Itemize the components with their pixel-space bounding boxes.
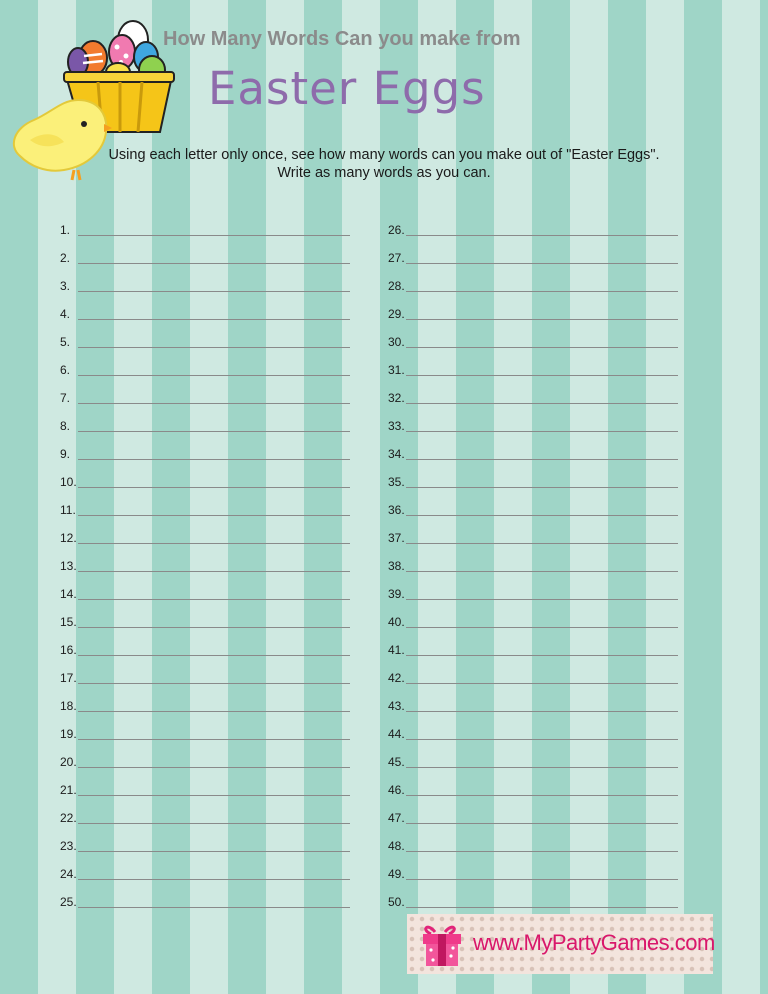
answer-line[interactable] [60, 264, 350, 292]
answer-line[interactable] [388, 488, 678, 516]
answer-line-number: 2. [60, 251, 71, 265]
answer-line[interactable] [60, 740, 350, 768]
answer-line[interactable] [60, 404, 350, 432]
answer-line-number: 41. [388, 643, 405, 657]
answer-line-number: 12. [60, 531, 77, 545]
answer-line[interactable] [60, 768, 350, 796]
answer-line[interactable] [388, 572, 678, 600]
answer-line-number: 23. [60, 839, 77, 853]
answer-line[interactable] [388, 768, 678, 796]
answer-line[interactable] [60, 544, 350, 572]
answer-line[interactable] [60, 320, 350, 348]
answer-line[interactable] [60, 880, 350, 908]
answer-line[interactable] [60, 572, 350, 600]
answer-line-number: 30. [388, 335, 405, 349]
answer-line[interactable] [60, 376, 350, 404]
answer-line-number: 16. [60, 643, 77, 657]
answer-line-number: 50. [388, 895, 405, 909]
answer-column-right [388, 208, 678, 908]
answer-line[interactable] [60, 236, 350, 264]
answer-line-number: 15. [60, 615, 77, 629]
answer-line-number: 14. [60, 587, 77, 601]
answer-line[interactable] [388, 264, 678, 292]
answer-line-number: 24. [60, 867, 77, 881]
answer-line[interactable] [388, 348, 678, 376]
answer-line[interactable] [388, 628, 678, 656]
answer-line-number: 19. [60, 727, 77, 741]
answer-line[interactable] [388, 404, 678, 432]
answer-line-number: 35. [388, 475, 405, 489]
answer-line-number: 33. [388, 419, 405, 433]
answer-line-number: 1. [60, 223, 71, 237]
answer-line-number: 40. [388, 615, 405, 629]
answer-line-number: 28. [388, 279, 405, 293]
answer-line-number: 11. [60, 503, 76, 517]
answer-line-number: 18. [60, 699, 77, 713]
answer-line-number: 37. [388, 531, 405, 545]
answer-line[interactable] [388, 292, 678, 320]
answer-line-rule[interactable] [78, 907, 350, 908]
answer-line[interactable] [388, 684, 678, 712]
answer-line-number: 45. [388, 755, 405, 769]
answer-line-number: 20. [60, 755, 77, 769]
answer-line-number: 44. [388, 727, 405, 741]
answer-line[interactable] [60, 292, 350, 320]
answer-line[interactable] [60, 824, 350, 852]
answer-line-number: 48. [388, 839, 405, 853]
answer-line[interactable] [60, 600, 350, 628]
answer-line[interactable] [60, 684, 350, 712]
answer-line-number: 34. [388, 447, 405, 461]
answer-line[interactable] [60, 460, 350, 488]
answer-line-number: 27. [388, 251, 405, 265]
answer-line[interactable] [388, 432, 678, 460]
answer-line-number: 43. [388, 699, 405, 713]
answer-line[interactable] [388, 320, 678, 348]
answer-line[interactable] [60, 208, 350, 236]
answer-line[interactable] [60, 656, 350, 684]
answer-line-number: 8. [60, 419, 71, 433]
answer-line[interactable] [388, 516, 678, 544]
gift-box-icon [417, 920, 467, 970]
answer-line-number: 10. [60, 475, 77, 489]
answer-line[interactable] [60, 796, 350, 824]
answer-line-number: 3. [60, 279, 71, 293]
answer-line[interactable] [388, 712, 678, 740]
answer-line[interactable] [388, 796, 678, 824]
answer-line-number: 21. [60, 783, 77, 797]
website-link[interactable]: www.MyPartyGames.com [473, 930, 715, 955]
answer-line[interactable] [60, 712, 350, 740]
answer-line-number: 38. [388, 559, 405, 573]
answer-line[interactable] [60, 628, 350, 656]
answer-line-number: 36. [388, 503, 405, 517]
answer-line-number: 47. [388, 811, 405, 825]
answer-line-number: 4. [60, 307, 71, 321]
answer-line-number: 42. [388, 671, 405, 685]
chick-icon [14, 100, 106, 171]
answer-line[interactable] [60, 852, 350, 880]
answer-line[interactable] [388, 460, 678, 488]
answer-column-left [60, 208, 350, 908]
answer-line[interactable] [388, 656, 678, 684]
answer-line[interactable] [388, 376, 678, 404]
answer-line-number: 17. [60, 671, 77, 685]
answer-line-number: 9. [60, 447, 71, 461]
answer-line-number: 6. [60, 363, 71, 377]
brand-footer [407, 914, 713, 974]
answer-line[interactable] [60, 488, 350, 516]
answer-line-number: 13. [60, 559, 77, 573]
answer-line-number: 39. [388, 587, 405, 601]
answer-line-number: 49. [388, 867, 405, 881]
answer-line-number: 5. [60, 335, 71, 349]
answer-line-number: 46. [388, 783, 405, 797]
answer-line[interactable] [388, 824, 678, 852]
answer-line-number: 22. [60, 811, 77, 825]
answer-line[interactable] [388, 600, 678, 628]
worksheet-title: Easter Eggs [208, 62, 486, 115]
answer-line-number: 29. [388, 307, 405, 321]
answer-line-number: 32. [388, 391, 405, 405]
answer-line[interactable] [60, 348, 350, 376]
answer-line-number: 7. [60, 391, 71, 405]
answer-line-number: 31. [388, 363, 405, 377]
answer-line-number: 26. [388, 223, 405, 237]
answer-line[interactable] [388, 740, 678, 768]
answer-line[interactable] [388, 236, 678, 264]
instructions-text: Using each letter only once, see how many words can you make out of "Easter Eggs". Write as many words as you can. [108, 147, 660, 181]
answer-line[interactable] [388, 852, 678, 880]
answer-line[interactable] [388, 880, 678, 908]
answer-line[interactable] [388, 544, 678, 572]
answer-line-number: 25. [60, 895, 77, 909]
answer-line[interactable] [60, 432, 350, 460]
answer-line[interactable] [60, 516, 350, 544]
answer-line-rule[interactable] [406, 907, 678, 908]
answer-line[interactable] [388, 208, 678, 236]
worksheet-subtitle: How Many Words Can you make from [163, 28, 521, 50]
